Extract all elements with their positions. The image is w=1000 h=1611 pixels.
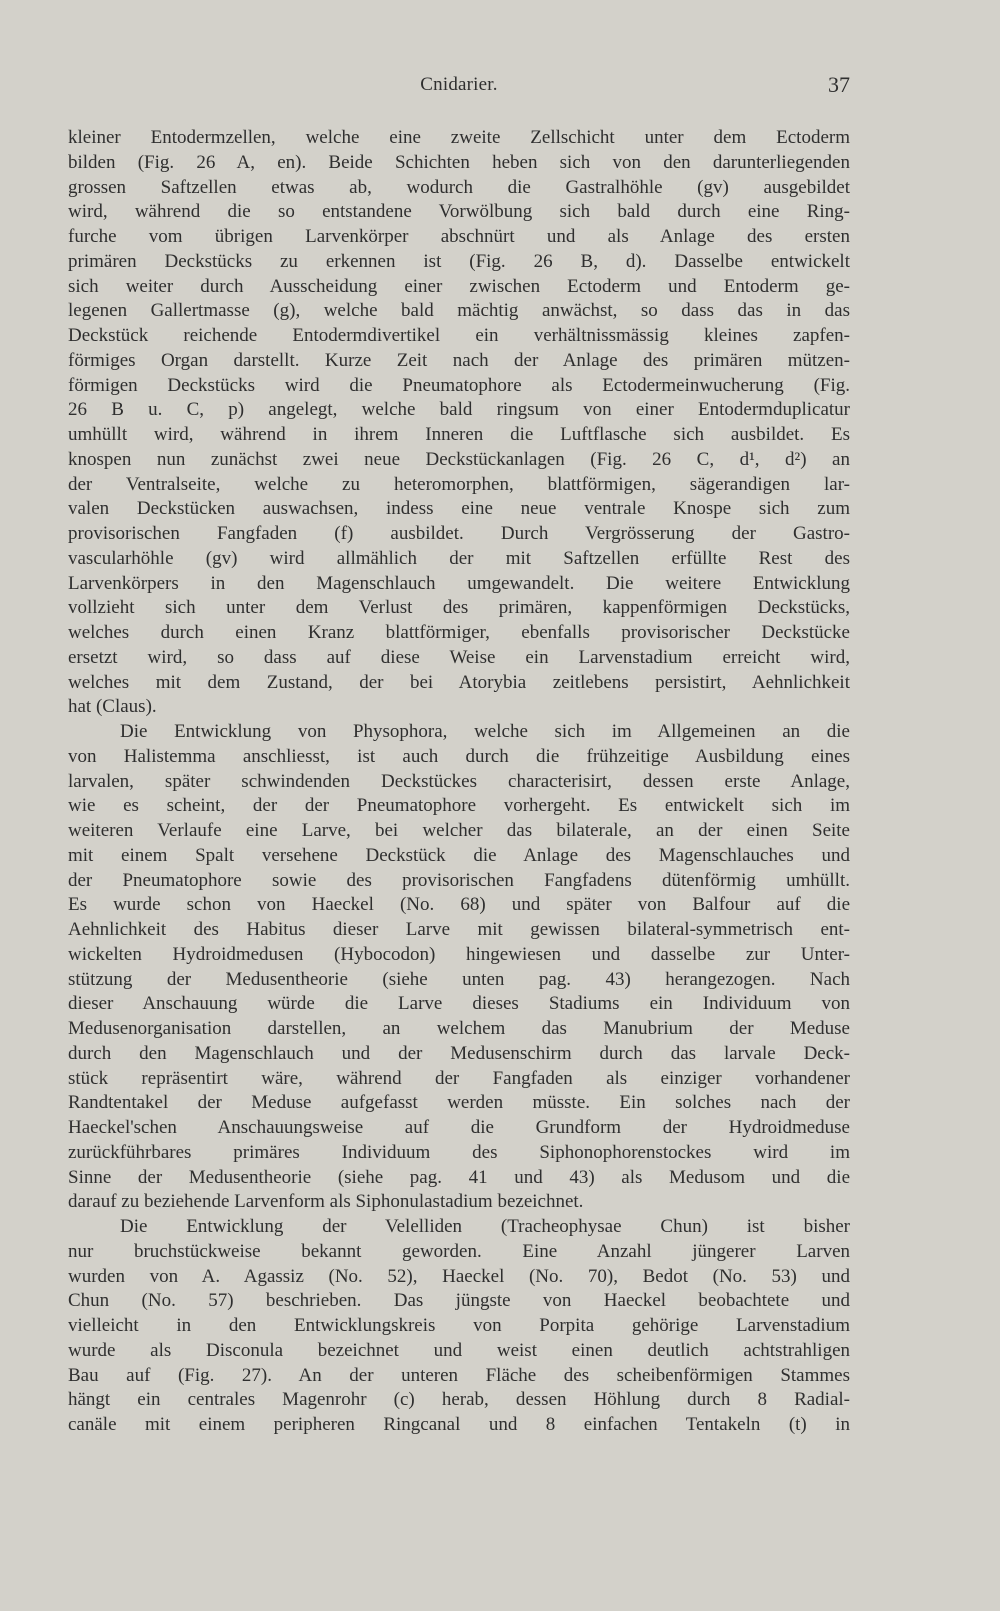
text-line: provisorischen Fangfaden (f) ausbildet. Durch Vergrösserung der Gastro-: [68, 523, 850, 544]
body-text: [68, 126, 850, 1438]
text-line: welches mit dem Zustand, der bei Atorybia zeitlebens persistirt, Aehnlichkeit: [68, 671, 850, 693]
text-line: valen Deckstücken auswachsen, indess eine neue ventrale Knospe sich zum: [68, 498, 850, 520]
text-line: 26 B u. C, p) angelegt, welche bald ringsum von einer Entodermduplicatur: [68, 399, 850, 421]
page-number: 37: [828, 72, 850, 97]
running-title: Cnidarier.: [420, 74, 498, 95]
text-line: larvalen, später schwindenden Deckstückes characterisirt, dessen erste Anlage,: [68, 770, 850, 792]
text-line: Aehnlichkeit des Habitus dieser Larve mit gewissen bilateral-symmetrisch ent-: [68, 919, 850, 940]
text-line: wurde als Disconula bezeichnet und weist einen deutlich achtstrahligen: [68, 1339, 850, 1361]
text-line: weiteren Verlaufe eine Larve, bei welcher das bilaterale, an der einen Seite: [68, 820, 850, 841]
text-line: der Ventralseite, welche zu heteromorphen, blattförmigen, sägerandigen lar-: [68, 473, 850, 495]
text-line: mit einem Spalt versehene Deckstück die Anlage des Magenschlauches und: [68, 844, 850, 866]
text-line: sich weiter durch Ausscheidung einer zwischen Ectoderm und Entoderm ge-: [68, 275, 850, 297]
text-line: stück repräsentirt wäre, während der Fangfaden als einziger vorhandener: [68, 1067, 850, 1089]
text-line: kleiner Entodermzellen, welche eine zweite Zellschicht unter dem Ectoderm: [68, 127, 850, 148]
text-line: dieser Anschauung würde die Larve dieses Stadiums ein Individuum von: [68, 993, 850, 1015]
text-line: primären Deckstücks zu erkennen ist (Fig. 26 B, d). Dasselbe entwickelt: [68, 250, 850, 272]
text-line: wird, während die so entstandene Vorwölbung sich bald durch eine Ring-: [68, 201, 850, 223]
text-line: hat (Claus).: [68, 696, 157, 718]
text-line: wie es scheint, der der Pneumatophore vorhergeht. Es entwickelt sich im: [68, 795, 850, 817]
text-line: Bau auf (Fig. 27). An der unteren Fläche des scheibenförmigen Stammes: [68, 1364, 850, 1386]
text-line: zurückführbares primäres Individuum des Siphonophorenstockes wird im: [68, 1141, 850, 1163]
text-line: Es wurde schon von Haeckel (No. 68) und später von Balfour auf die: [68, 894, 850, 916]
text-line: Haeckel'schen Anschauungsweise auf die Grundform der Hydroidmeduse: [68, 1117, 850, 1138]
text-line: wickelten Hydroidmedusen (Hybocodon) hingewiesen und dasselbe zur Unter-: [68, 943, 850, 965]
text-line: ersetzt wird, so dass auf diese Weise ein Larvenstadium erreicht wird,: [68, 646, 850, 668]
text-line: vollzieht sich unter dem Verlust des primären, kappenförmigen Deckstücks,: [68, 597, 850, 619]
text-line: welches durch einen Kranz blattförmiger, ebenfalls provisorischer Deckstücke: [68, 622, 850, 643]
text-line: darauf zu beziehende Larvenform als Siphonulastadium bezeichnet.: [68, 1191, 584, 1213]
text-line: umhüllt wird, während in ihrem Inneren die Luftflasche sich ausbildet. Es: [68, 424, 850, 445]
text-line: der Pneumatophore sowie des provisorischen Fangfadens dütenförmig umhüllt.: [68, 869, 850, 891]
text-line: durch den Magenschlauch und der Medusenschirm durch das larvale Deck-: [68, 1042, 850, 1064]
text-line: wurden von A. Agassiz (No. 52), Haeckel (No. 70), Bedot (No. 53) und: [68, 1265, 850, 1287]
text-line: förmiges Organ darstellt. Kurze Zeit nach der Anlage des primären mützen-: [68, 349, 850, 371]
text-line: Sinne der Medusentheorie (siehe pag. 41 und 43) als Medusom und die: [68, 1166, 850, 1188]
text-line: Randtentakel der Meduse aufgefasst werden müsste. Ein solches nach der: [68, 1092, 850, 1114]
page-header: [68, 74, 850, 104]
text-line: nur bruchstückweise bekannt geworden. Eine Anzahl jüngerer Larven: [68, 1240, 850, 1262]
text-line: legenen Gallertmasse (g), welche bald mächtig anwächst, so dass das in das: [68, 300, 850, 322]
text-line: knospen nun zunächst zwei neue Deckstückanlagen (Fig. 26 C, d¹, d²) an: [68, 448, 850, 470]
text-line: vascularhöhle (gv) wird allmählich der mit Saftzellen erfüllte Rest des: [68, 547, 850, 569]
text-line: furche vom übrigen Larvenkörper abschnürt und als Anlage des ersten: [68, 226, 850, 247]
text-line: förmigen Deckstücks wird die Pneumatophore als Ectodermeinwucherung (Fig.: [68, 374, 850, 396]
text-line: Die Entwicklung von Physophora, welche sich im Allgemeinen an die: [120, 721, 850, 742]
text-line: grossen Saftzellen etwas ab, wodurch die Gastralhöhle (gv) ausgebildet: [68, 176, 850, 198]
text-line: canäle mit einem peripheren Ringcanal und 8 einfachen Tentakeln (t) in: [68, 1414, 850, 1435]
text-line: stützung der Medusentheorie (siehe unten pag. 43) herangezogen. Nach: [68, 968, 850, 990]
text-line: von Halistemma anschliesst, ist auch durch die frühzeitige Ausbildung eines: [68, 745, 850, 767]
text-line: Chun (No. 57) beschrieben. Das jüngste von Haeckel beobachtete und: [68, 1290, 850, 1312]
text-line: Deckstück reichende Entodermdivertikel ein verhältnissmässig kleines zapfen-: [68, 325, 850, 346]
text-line: hängt ein centrales Magenrohr (c) herab, dessen Höhlung durch 8 Radial-: [68, 1389, 850, 1411]
text-line: vielleicht in den Entwicklungskreis von Porpita gehörige Larvenstadium: [68, 1315, 850, 1336]
text-line: Die Entwicklung der Velelliden (Tracheophysae Chun) ist bisher: [120, 1216, 850, 1237]
text-line: Medusenorganisation darstellen, an welchem das Manubrium der Meduse: [68, 1018, 850, 1039]
text-line: Larvenkörpers in den Magenschlauch umgewandelt. Die weitere Entwicklung: [68, 572, 850, 594]
text-line: bilden (Fig. 26 A, en). Beide Schichten heben sich von den darunterliegenden: [68, 151, 850, 173]
